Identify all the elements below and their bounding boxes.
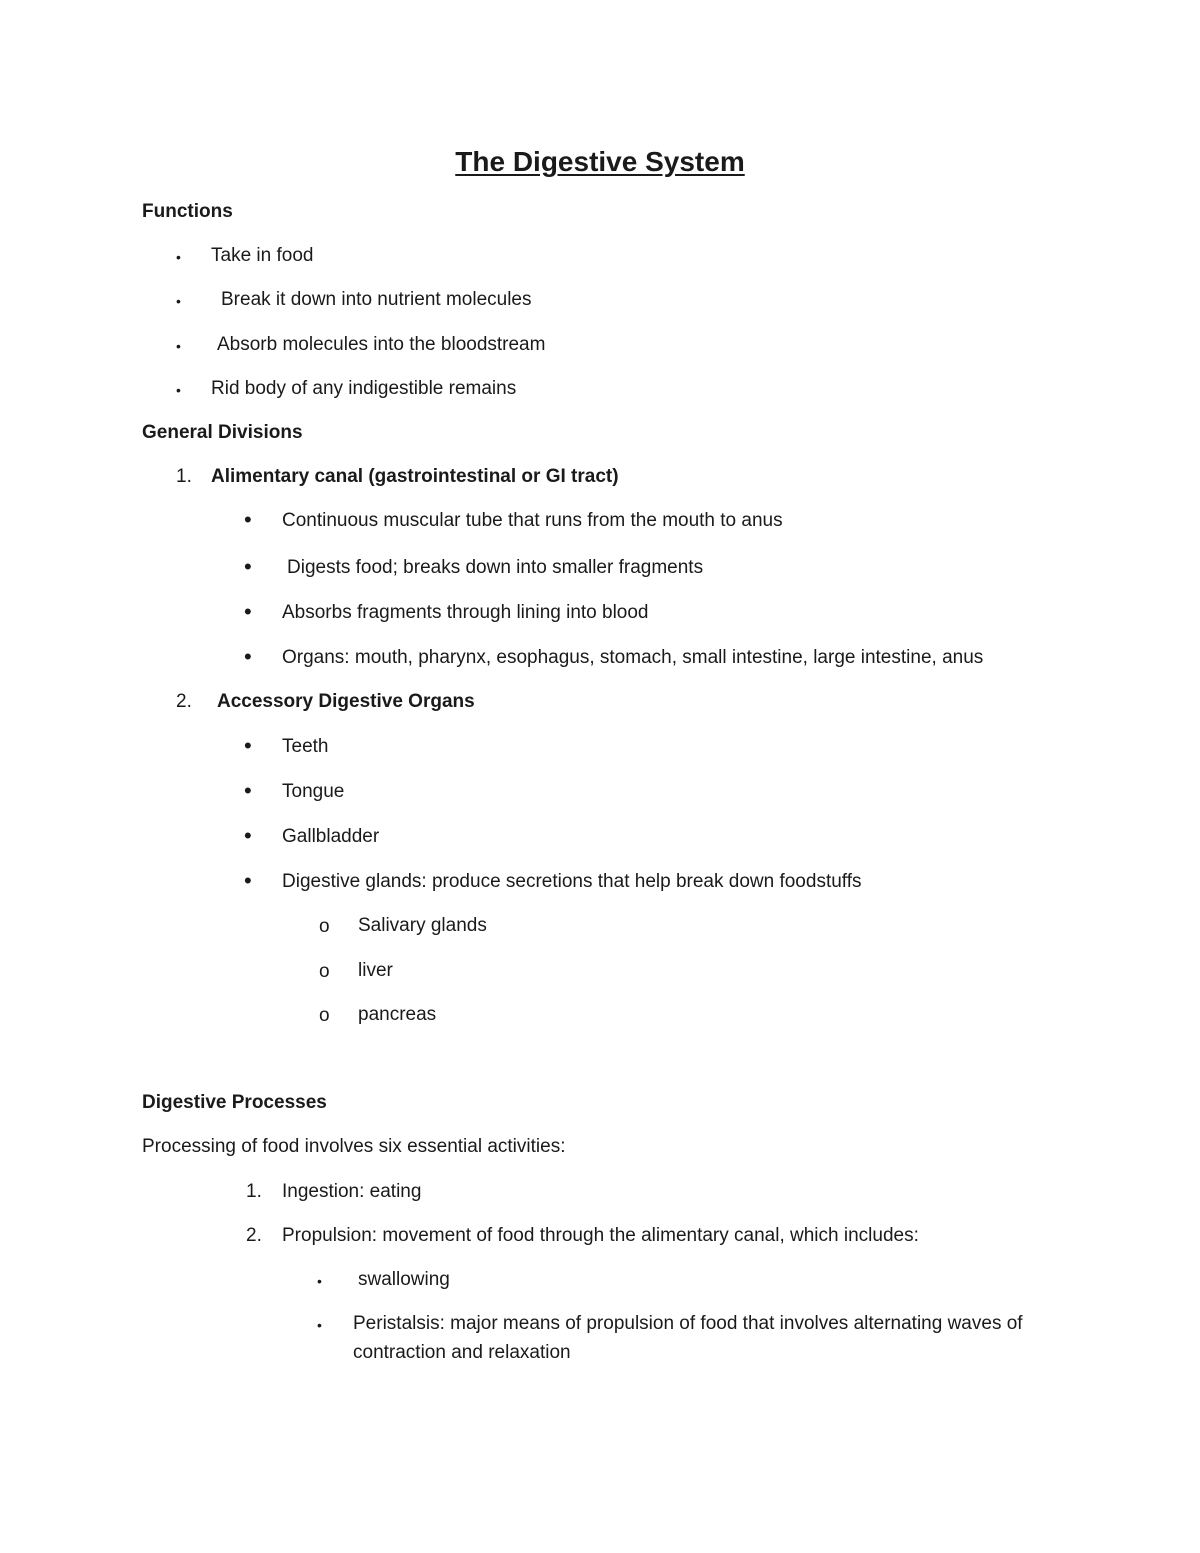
bullet-marker: •: [176, 382, 181, 398]
bullet-marker: •: [317, 1317, 322, 1333]
functions-item-4: Rid body of any indigestible remains: [211, 378, 517, 399]
processes-intro: Processing of food involves six essential activities:: [142, 1136, 566, 1157]
functions-heading: Functions: [142, 201, 233, 222]
division-2-label: Accessory Digestive Organs: [217, 691, 475, 712]
functions-item-1: Take in food: [211, 245, 314, 266]
bullet-marker: •: [176, 338, 181, 354]
digestive-processes-heading: Digestive Processes: [142, 1092, 327, 1113]
gland-item-1: Salivary glands: [358, 915, 487, 936]
accessory-item-2: Tongue: [282, 781, 345, 802]
bullet-marker: •: [317, 1273, 322, 1289]
step-2-label: Propulsion: movement of food through the alimentary canal, which includes:: [282, 1225, 919, 1246]
propulsion-item-2-continued: contraction and relaxation: [353, 1342, 571, 1363]
alimentary-item-4: Organs: mouth, pharynx, esophagus, stomach, small intestine, large intestine, anus: [282, 647, 984, 668]
page-title: The Digestive System: [455, 146, 745, 177]
propulsion-item-1: swallowing: [358, 1269, 450, 1290]
functions-item-2: Break it down into nutrient molecules: [221, 289, 532, 310]
step-1-label: Ingestion: eating: [282, 1181, 422, 1202]
step-1-number: 1.: [246, 1181, 262, 1202]
step-2-number: 2.: [246, 1225, 262, 1246]
gland-item-2: liver: [358, 960, 393, 981]
accessory-item-1: Teeth: [282, 736, 329, 757]
division-1-label: Alimentary canal (gastrointestinal or GI tract): [211, 466, 619, 487]
gland-item-3: pancreas: [358, 1004, 437, 1025]
bullet-marker: •: [244, 733, 252, 758]
alimentary-item-3: Absorbs fragments through lining into blood: [282, 602, 649, 623]
accessory-item-3: Gallbladder: [282, 826, 380, 847]
propulsion-item-2: Peristalsis: major means of propulsion of food that involves alternating waves of: [353, 1313, 1023, 1334]
division-1-number: 1.: [176, 466, 192, 487]
bullet-marker: •: [244, 644, 252, 669]
bullet-marker: •: [244, 599, 252, 624]
bullet-marker: •: [244, 554, 252, 579]
bullet-marker: •: [176, 249, 181, 265]
circle-marker: o: [319, 916, 330, 937]
alimentary-item-2: Digests food; breaks down into smaller fragments: [287, 557, 704, 578]
bullet-marker: •: [176, 293, 181, 309]
general-divisions-heading: General Divisions: [142, 422, 303, 443]
circle-marker: o: [319, 961, 330, 982]
bullet-marker: •: [244, 778, 252, 803]
functions-item-3: Absorb molecules into the bloodstream: [217, 334, 546, 355]
bullet-marker: •: [244, 507, 252, 532]
bullet-marker: •: [244, 868, 252, 893]
circle-marker: o: [319, 1005, 330, 1026]
alimentary-item-1: Continuous muscular tube that runs from the mouth to anus: [282, 510, 783, 531]
division-2-number: 2.: [176, 691, 192, 712]
bullet-marker: •: [244, 823, 252, 848]
accessory-item-4: Digestive glands: produce secretions that help break down foodstuffs: [282, 871, 862, 892]
